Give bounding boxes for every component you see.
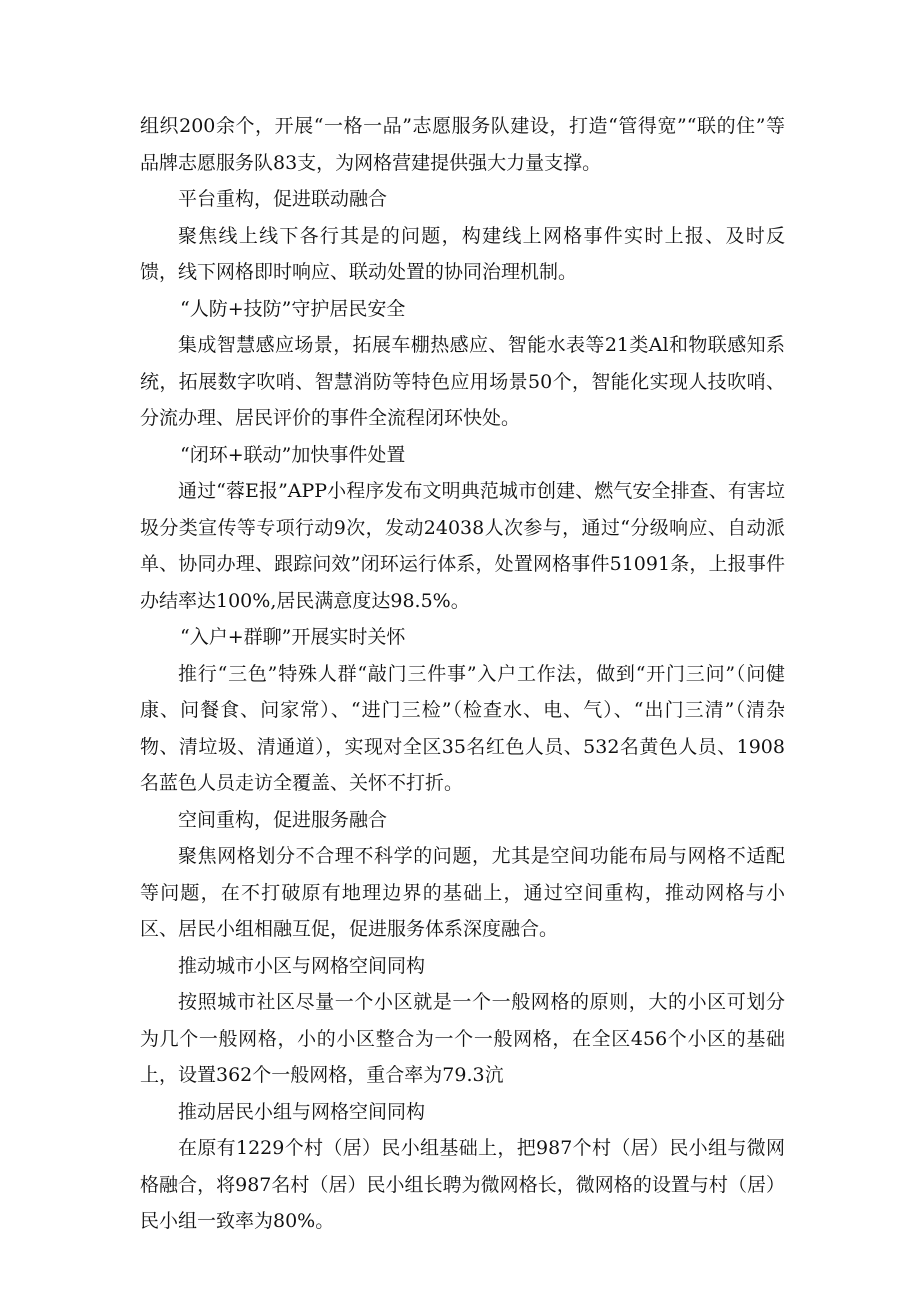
paragraph-platform: 聚焦线上线下各行其是的问题，构建线上网格事件实时上报、及时反馈，线下网格即时响应、联动处置的协同治理机制。: [140, 224, 785, 283]
paragraph-event-handling: 通过“蓉E报”APP小程序发布文明典范城市创建、燃气安全排查、有害垃圾分类宣传等专项行动9次，发动24038人次参与，通过“分级响应、自动派单、协同办理、跟踪问效”闭环运行体系，处置网格事件51091条，上报事件办结率达100%,居民满意度达98.5%。: [140, 480, 785, 612]
section-heading-space: 空间重构，促进服务融合: [178, 808, 388, 831]
document-page: [140, 108, 785, 1240]
subheading-home-visits: “入户+群聊”开展实时关怀: [180, 626, 406, 648]
paragraph-resident-groups: 在原有1229个村（居）民小组基础上，把987个村（居）民小组与微网格融合，将987名村（居）民小组长聘为微网格长，微网格的设置与村（居）民小组一致率为80%。: [140, 1137, 785, 1232]
section-heading-platform: 平台重构，促进联动融合: [178, 188, 388, 210]
paragraph-urban-communities: 按照城市社区尽量一个小区就是一个一般网格的原则，大的小区可划分为几个一般网格，小的小区整合为一个一般网格，在全区456个小区的基础上，设置362个一般网格，重合率为79.3沆: [140, 991, 785, 1086]
paragraph-space: 聚焦网格划分不合理不科学的问题，尤其是空间功能布局与网格不适配等问题，在不打破原有地理边界的基础上，通过空间重构，推动网格与小区、居民小组相融互促，促进服务体系深度融合。: [140, 845, 785, 940]
paragraph-volunteer-teams: 组织200余个，开展“一格一品”志愿服务队建设，打造“管得宽”“联的住”等品牌志愿服务队83支，为网格营建提供强大力量支撑。: [140, 115, 785, 174]
subheading-closed-loop: “闭环+联动”加快事件处置: [180, 443, 406, 466]
paragraph-smart-sensing: 集成智慧感应场景，拓展车棚热感应、智能水表等21类Al和物联感知系统，拓展数字吹哨、智慧消防等特色应用场景50个，智能化实现人技吹哨、分流办理、居民评价的事件全流程闭环快处。: [140, 334, 785, 429]
subheading-urban-communities: 推动城市小区与网格空间同构: [178, 954, 426, 977]
subheading-resident-groups: 推动居民小组与网格空间同构: [178, 1100, 426, 1123]
paragraph-home-visits: 推行“三色”特殊人群“敲门三件事”入户工作法，做到“开门三问”（问健康、问餐食、问家常）、“进门三检”（检查水、电、气）、“出门三清”（清杂物、清垃圾、清通道），实现对全区35名红色人员、532名黄色人员、1908名蓝色人员走访全覆盖、关怀不打折。: [140, 662, 785, 794]
subheading-civil-tech-defense: “人防+技防”守护居民安全: [180, 297, 406, 320]
